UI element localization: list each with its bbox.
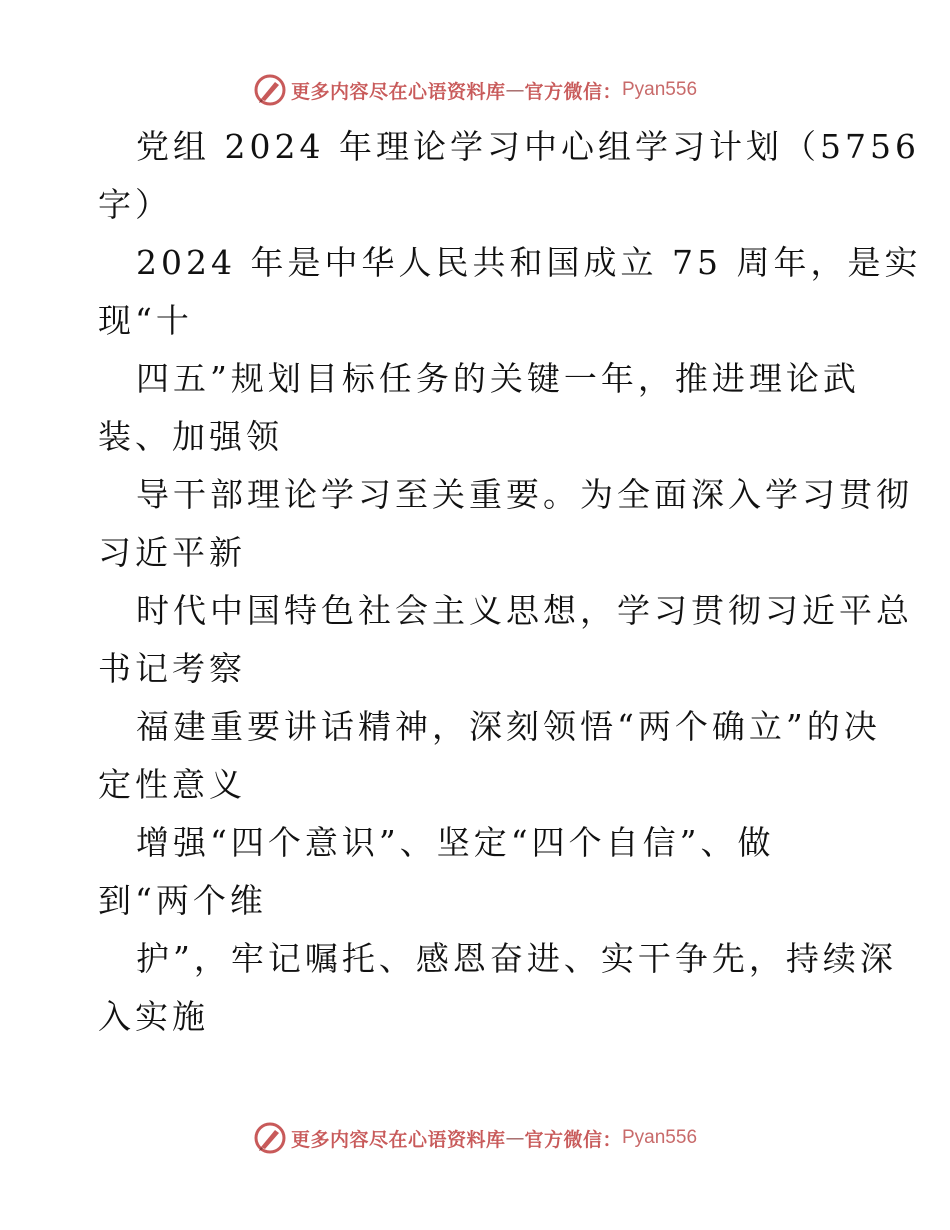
document-line: 导干部理论学习至关重要。为全面深入学习贯彻 [136,475,913,514]
document-line: 到“两个维 [98,881,267,920]
watermark-brand: 更多内容尽在心语资料库 [290,80,506,103]
pen-quill-logo-icon [253,1121,287,1155]
document-line: 现“十 [98,301,193,340]
document-line: 四五”规划目标任务的关键一年，推进理论武 [136,359,860,398]
header-watermark [0,70,950,110]
watermark-dash: — [505,79,525,101]
document-line: 习近平新 [98,533,246,572]
watermark-dash: — [505,1127,525,1149]
watermark-official: 官方微信： [524,1128,622,1151]
document-line: 福建重要讲话精神，深刻领悟“两个确立”的决 [136,707,881,746]
document-line: 入实施 [98,997,209,1036]
document-line: 书记考察 [98,649,246,688]
document-line: 时代中国特色社会主义思想，学习贯彻习近平总 [136,591,913,630]
footer-watermark [0,1118,950,1158]
watermark-brand: 更多内容尽在心语资料库 [290,1128,506,1151]
pen-quill-logo-icon [253,73,287,107]
document-line: 党组 2024 年理论学习中心组学习计划（5756 [136,127,920,166]
watermark-official: 官方微信： [524,80,622,103]
document-line: 字） [98,185,172,224]
document-line: 增强“四个意识”、坚定“四个自信”、做 [136,823,775,862]
document-line: 装、加强领 [98,417,283,456]
document-line: 护”，牢记嘱托、感恩奋进、实干争先，持续深 [136,939,897,978]
watermark-account: Pyan556 [622,1127,698,1148]
document-line: 定性意义 [98,765,246,804]
document-line: 2024 年是中华人民共和国成立 75 周年，是实 [136,243,922,282]
document-body [98,118,922,1046]
watermark-account: Pyan556 [622,79,698,100]
